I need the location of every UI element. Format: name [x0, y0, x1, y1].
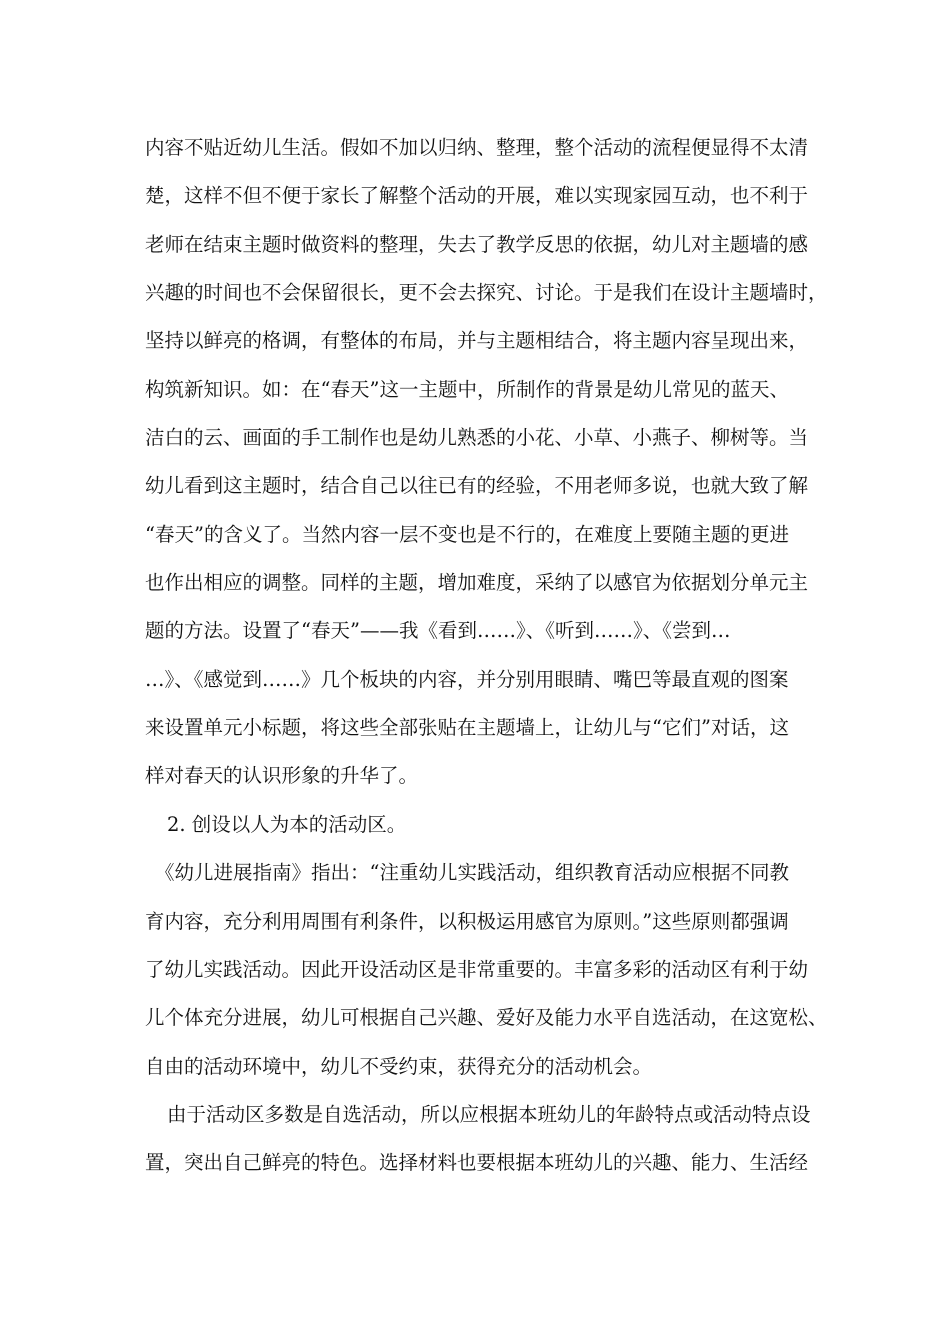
- text-line: 老师在结束主题时做资料的整理，失去了教学反思的依据，幼儿对主题墙的感: [145, 232, 809, 256]
- text-line: 也作出相应的调整。同样的主题，增加难度，采纳了以感官为依据划分单元主: [145, 571, 809, 595]
- text-line: 由于活动区多数是自选活动，所以应根据本班幼儿的年龄特点或活动特点设: [167, 1102, 811, 1126]
- text-line: 洁白的云、画面的手工制作也是幼儿熟悉的小花、小草、小燕子、柳树等。当: [145, 426, 809, 450]
- text-line: 儿个体充分进展，幼儿可根据自己兴趣、爱好及能力水平自选活动，在这宽松、: [145, 1006, 828, 1030]
- text-line: 兴趣的时间也不会保留很长，更不会去探究、讨论。于是我们在设计主题墙时，: [145, 281, 828, 305]
- text-line: 自由的活动环境中，幼儿不受约束，获得充分的活动机会。: [145, 1054, 653, 1078]
- text-line: 育内容，充分利用周围有利条件，以积极运用感官为原则。”这些原则都强调: [145, 909, 789, 933]
- text-line: 《幼儿进展指南》指出：“注重幼儿实践活动，组织教育活动应根据不同教: [155, 861, 789, 885]
- text-line: 了幼儿实践活动。因此开设活动区是非常重要的。丰富多彩的活动区有利于幼: [145, 957, 809, 981]
- text-line: 构筑新知识。如：在“春天”这一主题中，所制作的背景是幼儿常见的蓝天、: [145, 377, 789, 401]
- body-text: [145, 128, 828, 1192]
- text-line: …》、《感觉到……》几个板块的内容，并分别用眼睛、嘴巴等最直观的图案: [145, 667, 789, 691]
- text-line: “春天”的含义了。当然内容一层不变也是不行的，在难度上要随主题的更进: [145, 522, 789, 546]
- text-line: 幼儿看到这主题时，结合自己以往已有的经验，不用老师多说，也就大致了解: [145, 474, 809, 498]
- text-line: 内容不贴近幼儿生活。假如不加以归纳、整理，整个活动的流程便显得不太清: [145, 136, 809, 159]
- text-line: 楚，这样不但不便于家长了解整个活动的开展，难以实现家园互动，也不利于: [145, 184, 809, 208]
- section-heading: 2. 创设以人为本的活动区。: [167, 812, 407, 836]
- text-line: 置，突出自己鲜亮的特色。选择材料也要根据本班幼儿的兴趣、能力、生活经: [145, 1151, 809, 1175]
- text-line: 样对春天的认识形象的升华了。: [145, 764, 419, 788]
- text-line: 来设置单元小标题，将这些全部张贴在主题墙上，让幼儿与“它们”对话，这: [145, 716, 789, 740]
- text-line: 坚持以鲜亮的格调，有整体的布局，并与主题相结合，将主题内容呈现出来，: [145, 329, 809, 353]
- text-line: 题的方法。设置了“春天”——我《看到……》、《听到……》、《尝到…: [145, 619, 731, 643]
